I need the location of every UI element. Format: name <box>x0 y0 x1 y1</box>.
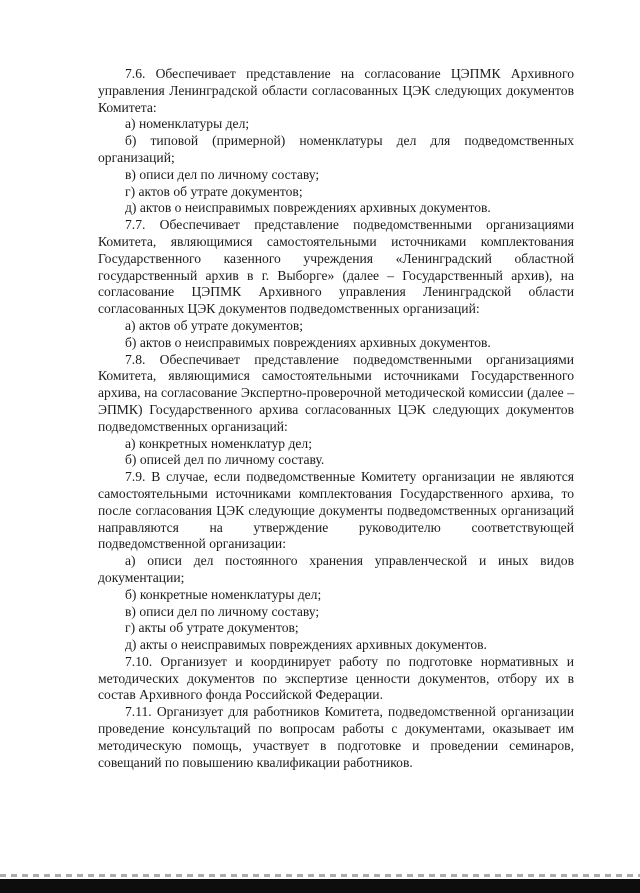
document-page <box>98 66 574 771</box>
clause-7-7: 7.7. Обеспечивает представление подведомственными организациями Комитета, являющимися самостоятельными источниками комплектования Государственного казенного учреждения «Ленинградский областной государственный архив в г. Выборге» (далее – Государственный архив), на согласование ЦЭПМК Архивного управления Ленинградской области согласованных ЦЭК документов подведомственных организаций: <box>98 217 574 317</box>
clause-7-8-item-a: а) конкретных номенклатур дел; <box>125 435 312 451</box>
scan-bottom-border <box>0 879 640 893</box>
clause-7-11: 7.11. Организует для работников Комитета, подведомственной организации проведение консультаций по вопросам работы с документами, оказывает им методическую помощь, участвует в подготовке и проведении семинаров, совещаний по повышению квалификации работников. <box>98 704 574 770</box>
clause-7-8: 7.8. Обеспечивает представление подведомственными организациями Комитета, являющимися самостоятельными источниками Государственного архива, на согласование Экспертно-проверочной методической комиссии (далее – ЭПМК) Государственного архива согласованных ЦЭК следующих документов подведомственных организаций: <box>98 351 574 434</box>
clause-7-9-item-a: а) описи дел постоянного хранения управленческой и иных видов документации; <box>98 553 574 585</box>
clause-7-6-item-b: б) типовой (примерной) номенклатуры дел для подведомственных организаций; <box>98 133 574 165</box>
clause-7-6-item-e: д) актов о неисправимых повреждениях архивных документов. <box>125 200 491 216</box>
clause-7-6-item-a: а) номенклатуры дел; <box>125 116 250 132</box>
clause-7-9-item-e: д) акты о неисправимых повреждениях архивных документов. <box>125 637 487 653</box>
clause-7-6-item-c: в) описи дел по личному составу; <box>125 166 320 182</box>
clause-7-6: 7.6. Обеспечивает представление на согласование ЦЭПМК Архивного управления Ленинградской области согласованных ЦЭК следующих документов Комитета: <box>98 66 574 115</box>
clause-7-8-item-b: б) описей дел по личному составу. <box>125 452 325 468</box>
clause-7-7-item-b: б) актов о неисправимых повреждениях архивных документов. <box>125 334 491 350</box>
clause-7-10: 7.10. Организует и координирует работу по подготовке нормативных и методических документов по экспертизе ценности документов, отбору их в состав Архивного фонда Российской Федерации. <box>98 653 574 703</box>
clause-7-9-item-b: б) конкретные номенклатуры дел; <box>125 586 322 602</box>
clause-7-9-item-d: г) акты об утрате документов; <box>125 620 299 636</box>
clause-7-6-item-d: г) актов об утрате документов; <box>125 183 303 199</box>
scan-edge-noise <box>0 874 640 877</box>
clause-7-9: 7.9. В случае, если подведомственные Комитету организации не являются самостоятельными источниками комплектования Государственного архива, то после согласования ЦЭК следующие документы подведомственных организаций направляются на утверждение руководителю соответствующей подведомственной организации: <box>98 469 574 552</box>
clause-7-9-item-c: в) описи дел по личному составу; <box>125 603 320 619</box>
clause-7-7-item-a: а) актов об утрате документов; <box>125 317 304 333</box>
